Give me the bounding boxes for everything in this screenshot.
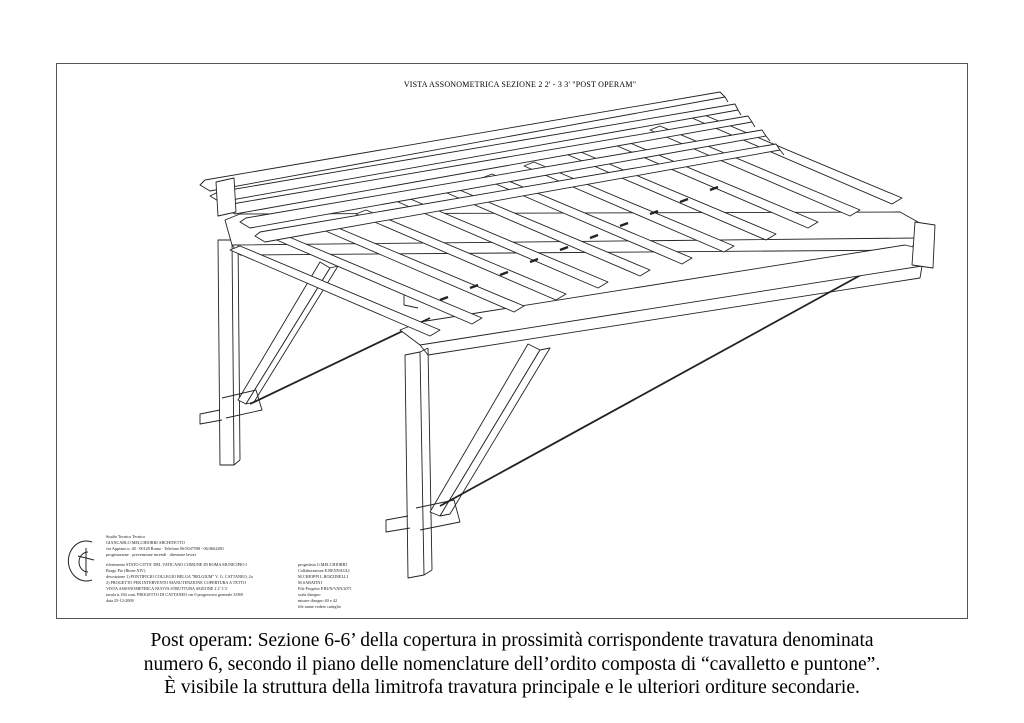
caption-line: numero 6, secondo il piano delle nomenclature dell’ordito composta di “cavalletto e puntone”. — [143, 653, 881, 675]
title-block-line: progettazione · prevenzione incendi · direzione lavori — [106, 552, 196, 557]
title-block-line: misure disegno 40 x 42 — [298, 598, 338, 603]
title-block-line: file name vedere cartiglio — [298, 604, 341, 609]
title-block-line: Borgo Pio (Rione XIV) — [106, 568, 146, 573]
caption-line: Post operam: Sezione 6-6’ della copertura in prossimità corrispondente travatura denominata — [150, 630, 874, 651]
drawing-title: VISTA ASSONOMETRICA SEZIONE 2 2' - 3 3' "POST OPERAM" — [403, 80, 637, 89]
title-block-line: descrizione 1) PONTIFICIO COLLEGIO BELGA "BELGIUM" V. G. CATTANEO, 2a — [106, 574, 253, 579]
title-block-line: M.CHIOPPI L.ROZZINELLI — [298, 574, 349, 579]
caption-line: È visibile la struttura della limitrofa travatura principale e le ulteriori orditure secondarie. — [164, 677, 860, 698]
title-block-line: Studio Tecnico Tecnico — [106, 534, 146, 539]
title-block-line: GIANCARLO MELCHIORRI ARCHITETTO — [106, 540, 185, 545]
studio-logo — [68, 541, 94, 581]
title-block-line: 2) PROGETTO PER INTERVENTO MANUTENZIONE COPERTURA A TETTO — [106, 580, 246, 585]
title-block-line: VISTA ASSONOMETRICA NUOVA STRUTTURA SEZIONE 2 2' 3 3' — [106, 586, 228, 591]
title-block-line: Collaborazione E.RENNAGLI — [298, 568, 350, 573]
title-block-line: riferimento STATO CITTA' DEL VATICANO COMUNE DI ROMA MUNICIPIO I — [106, 562, 247, 567]
rear-main-girder — [225, 212, 918, 255]
title-block-left — [106, 534, 224, 558]
title-block-line: data 25-12-2008 — [106, 598, 134, 603]
title-block-line: scala disegno — [298, 592, 321, 597]
title-block-line: tavola n.184 cont. PROGETTO DI CATTANEO cm 0 progressivo generale 5/069 — [106, 592, 243, 597]
title-block-middle — [106, 562, 253, 604]
figure-caption — [10, 629, 1014, 700]
title-block-right — [298, 562, 352, 610]
rear-wall-pillar — [200, 236, 240, 465]
title-block-line: M.SABATINI — [298, 580, 322, 585]
title-block-line: via Appiano n. 40 · 00128 Roma · Telefono 06/5047598 - 06/4662280 — [106, 546, 224, 551]
title-block-line: progettista G.MELCHIORRI — [298, 562, 347, 567]
front-strut — [416, 344, 550, 530]
title-block-line: File Progetto P.BUN/VAN/2071 — [298, 586, 352, 591]
